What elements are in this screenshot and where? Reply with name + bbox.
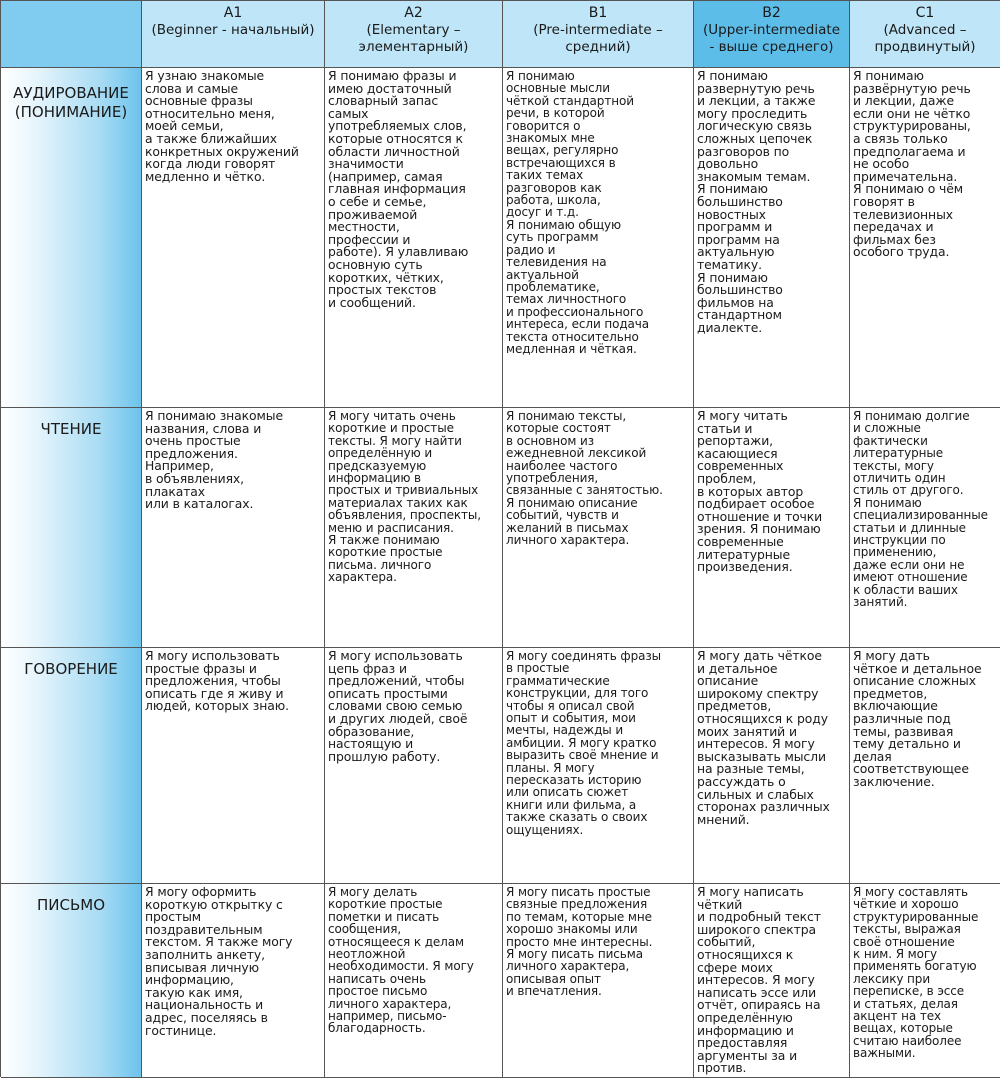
header-a2 [325, 1, 503, 68]
table-cell: Я понимаю развёрнутую речь и лекции, даже если они не чётко структурированы, а связь только предполагаема и не особо примечательна. Я понимаю о чём говорят в телевизионных передачах и фильмах без особого труда. [850, 68, 1000, 408]
table-cell: Я могу читать статьи и репортажи, касающиеся современных проблем, в которых автор подбирает особое отношение и точки зрения. Я понимаю современные литературные произведения. [694, 408, 850, 648]
skill-label: ГОВОРЕНИЕ [24, 660, 118, 678]
table-cell: Я понимаю тексты, которые состоят в основном из ежедневной лексикой наиболее частого употребления, связанные с занятостью. Я понимаю описание событий, чувств и желаний в письмах личного характера. [503, 408, 694, 648]
header-level: A2 [404, 5, 423, 21]
table-cell: Я могу делать короткие простые пометки и писать сообщения, относящееся к делам неотложной необходимости. Я могу написать очень простое письмо личного характера, например, письмо- благодарность. [325, 884, 503, 1078]
header-name: (Beginner - начальный) [151, 22, 315, 38]
table-cell: Я понимаю знакомые названия, слова и очень простые предложения. Например, в объявлениях, плакатах или в каталогах. [142, 408, 325, 648]
skill-label: ЧТЕНИЕ [40, 420, 102, 438]
skill-label: ПИСЬМО [36, 896, 105, 914]
table-cell: Я могу составлять чёткие и хорошо структурированные тексты, выражая своё отношение к ним. Я могу применять богатую лексику при переписке, в эссе и статьях, делая акцент на тех вещах, которые считаю наиболее важными. [850, 884, 1000, 1078]
header-name: (Pre-intermediate – средний) [533, 22, 663, 55]
table-cell: Я могу написать чёткий и подробный текст широкого спектра событий, относящихся к сфере моих интересов. Я могу написать эссе или отчёт, опираясь на определённую информацию и предоставляя аргументы за и против. [694, 884, 850, 1078]
table-cell: Я понимаю фразы и имею достаточный словарный запас самых употребляемых слов, которые относятся к области личностной значимости (например, самая главная информация о себе и семье, проживаемой местности, профессии и работе). Я улавливаю основную суть коротких, чётких, простых текстов и сообщений. [325, 68, 503, 408]
header-b1 [503, 1, 694, 68]
skill-label: АУДИРОВАНИЕ (ПОНИМАНИЕ) [13, 84, 129, 121]
header-b2 [694, 1, 850, 68]
table-corner [1, 1, 142, 68]
table-cell: Я понимаю долгие и сложные фактически литературные тексты, могу отличить один стиль от другого. Я понимаю специализированные статьи и длинные инструкции по применению, даже если они не имеют отношение к области ваших занятий. [850, 408, 1000, 648]
row-head-listening [1, 68, 142, 408]
header-name: (Elementary – элементарный) [358, 22, 469, 55]
table-cell: Я понимаю основные мысли чёткой стандартной речи, в которой говорится о знакомых мне вещах, регулярно встречающихся в таких темах разговоров как работа, школа, досуг и т.д. Я понимаю общую суть программ радио и телевидения на актуальной проблематике, темах личностного и профессионального интереса, если подача текста относительно медленная и чёткая. [503, 68, 694, 408]
table-cell: Я могу использовать простые фразы и предложения, чтобы описать где я живу и людей, которых знаю. [142, 648, 325, 884]
table-cell: Я могу читать очень короткие и простые тексты. Я могу найти определённую и предсказуемую информацию в простых и тривиальных материалах таких как объявления, проспекты, меню и расписания. Я также понимаю короткие простые письма. личного характера. [325, 408, 503, 648]
table-cell: Я могу писать простые связные предложения по темам, которые мне хорошо знакомы или просто мне интересны. Я могу писать письма личного характера, описывая опыт и впечатления. [503, 884, 694, 1078]
row-head-reading [1, 408, 142, 648]
table-cell: Я могу соединять фразы в простые грамматические конструкции, для того чтобы я описал свой опыт и события, мои мечты, надежды и амбиции. Я могу кратко выразить своё мнение и планы. Я могу пересказать историю или описать сюжет книги или фильма, а также сказать о своих ощущениях. [503, 648, 694, 884]
header-c1 [850, 1, 1000, 68]
row-head-writing [1, 884, 142, 1078]
header-level: B2 [762, 5, 781, 21]
row-head-speaking [1, 648, 142, 884]
header-name: (Advanced – продвинутый) [874, 22, 976, 55]
table-cell: Я понимаю развернутую речь и лекции, а также могу проследить логическую связь сложных цепочек разговоров по довольно знакомым темам. Я понимаю большинство новостных программ и программ на актуальную тематику. Я понимаю большинство фильмов на стандартном диалекте. [694, 68, 850, 408]
header-level: C1 [915, 5, 935, 21]
table-cell: Я могу дать чёткое и детальное описание сложных предметов, включающие различные под темы, развивая тему детально и делая соответствующее заключение. [850, 648, 1000, 884]
table-cell: Я могу использовать цепь фраз и предложений, чтобы описать простыми словами свою семью и других людей, своё образование, настоящую и прошлую работу. [325, 648, 503, 884]
table-cell: Я могу оформить короткую открытку с простым поздравительным текстом. Я также могу заполнить анкету, вписывая личную информацию, такую как имя, национальность и адрес, поселяясь в гостинице. [142, 884, 325, 1078]
header-level: A1 [223, 5, 243, 21]
table-cell: Я могу дать чёткое и детальное описание широкому спектру предметов, относящихся к роду моих занятий и интересов. Я могу высказывать мысли на разные темы, рассуждать о сильных и слабых сторонах различных мнений. [694, 648, 850, 884]
header-a1 [142, 1, 325, 68]
header-level: B1 [588, 5, 608, 21]
header-name: (Upper-intermediate - выше среднего) [702, 22, 841, 55]
table-cell: Я узнаю знакомые слова и самые основные фразы относительно меня, моей семьи, а также ближайших конкретных окружений когда люди говорят медленно и чётко. [142, 68, 325, 408]
